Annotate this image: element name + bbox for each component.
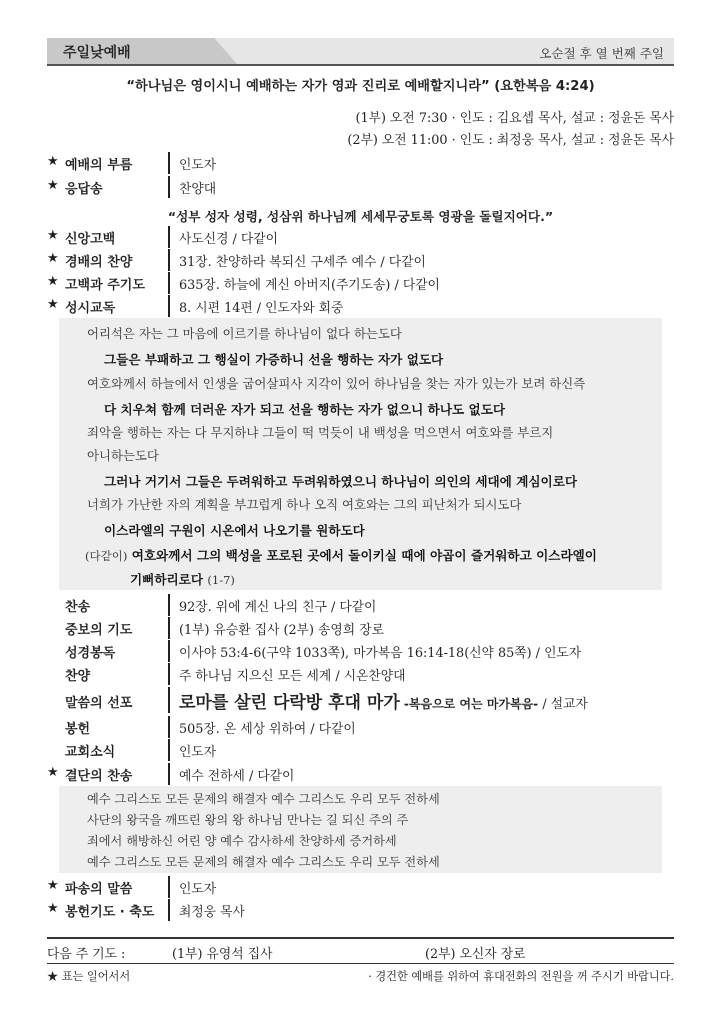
order-label: 신앙고백 xyxy=(65,232,116,247)
order-label: 파송의 말씀 xyxy=(65,882,133,897)
reading-all-text: 여호와께서 그의 백성을 포로된 곳에서 돌이키실 때에 야곱이 즐거워하고 이스라엘이 xyxy=(131,548,597,563)
section-title: 주일낮예배 xyxy=(63,45,131,61)
next-prayer-second: (2부) 오신자 장로 xyxy=(425,947,526,962)
sermon-subtitle: -복음으로 여는 마가복음- xyxy=(399,697,543,711)
reading-line-congregation: 다 치우쳐 함께 더러운 자가 되고 선을 행하는 자가 없으니 하나도 없도다 xyxy=(104,402,506,417)
order-label: 예배의 부름 xyxy=(65,158,133,173)
order-value: (1부) 유승환 집사 (2부) 송영희 장로 xyxy=(179,623,384,638)
order-value: 인도자 xyxy=(179,745,217,760)
sermon-title: 로마를 살린 다락방 후대 마가 xyxy=(179,693,400,713)
order-label: 교회소식 xyxy=(65,745,116,760)
order-label: 봉헌 xyxy=(65,722,91,737)
order-value: 31장. 찬양하라 복되신 구세주 예수 / 다같이 xyxy=(179,255,426,270)
reading-line-congregation: 그들은 부패하고 그 행실이 가증하니 선을 행하는 자가 없도다 xyxy=(104,352,444,367)
divider xyxy=(168,640,170,662)
standing-star-icon: ★ xyxy=(47,297,59,312)
reading-line-all-cont xyxy=(130,569,235,588)
reading-line-leader: 여호와께서 하늘에서 인생을 굽어살피사 지각이 있어 하나님을 찾는 자가 있는가 보려 하신즉 xyxy=(87,376,586,391)
order-label: 성경봉독 xyxy=(65,646,116,661)
order-value: 찬양대 xyxy=(179,182,217,197)
divider xyxy=(168,226,170,248)
standing-star-icon: ★ xyxy=(47,274,59,289)
reading-all-text-cont: 기뻐하리로다 xyxy=(130,572,203,587)
order-value: 주 하나님 지으신 모든 세계 / 시온찬양대 xyxy=(179,669,406,684)
order-label: 중보의 기도 xyxy=(65,623,133,638)
next-prayer-first: (1부) 유영석 집사 xyxy=(172,947,273,962)
footer-rule-bottom xyxy=(47,963,674,964)
reading-line-leader: 어리석은 자는 그 마음에 이르기를 하나님이 없다 하는도다 xyxy=(87,326,402,341)
reading-all-prefix: (다같이) xyxy=(85,549,128,563)
divider xyxy=(168,687,170,713)
order-value: 최정웅 목사 xyxy=(179,905,245,920)
divider xyxy=(168,249,170,271)
order-value: 인도자 xyxy=(179,158,217,173)
reading-line-leader: 죄악을 행하는 자는 다 무지하냐 그들이 떡 먹듯이 내 백성을 먹으면서 여호와를 부르지 xyxy=(87,425,554,440)
section-header xyxy=(47,38,674,68)
order-label: 봉헌기도 · 축도 xyxy=(65,905,155,920)
standing-star-icon: ★ xyxy=(47,901,59,916)
reading-line-all xyxy=(85,545,597,564)
order-label: 찬송 xyxy=(65,600,91,615)
divider xyxy=(168,617,170,639)
standing-star-icon: ★ xyxy=(47,178,59,193)
order-label: 응답송 xyxy=(65,182,103,197)
sermon-preacher: / 설교자 xyxy=(542,697,588,712)
divider xyxy=(168,295,170,317)
theme-verse: “하나님은 영이시니 예배하는 자가 영과 진리로 예배할지니라” (요한복음 4:24) xyxy=(126,79,595,94)
order-value: 92장. 위에 계신 나의 친구 / 다같이 xyxy=(179,600,377,615)
order-label: 고백과 주기도 xyxy=(65,278,145,293)
divider xyxy=(168,594,170,616)
order-value: 사도신경 / 다같이 xyxy=(179,232,278,247)
hymn-line: 예수 그리스도 모든 문제의 해결자 예수 그리스도 우리 모두 전하세 xyxy=(87,792,440,806)
schedule-second-service: (2부) 오전 11:00 · 인도 : 최정웅 목사, 설교 : 정윤돈 목사 xyxy=(347,133,674,148)
divider xyxy=(168,899,170,921)
reading-line-leader-cont: 아니하는도다 xyxy=(87,448,159,463)
sermon-value xyxy=(179,688,588,713)
order-value: 인도자 xyxy=(179,882,217,897)
standing-star-icon: ★ xyxy=(47,251,59,266)
liturgical-season: 오순절 후 열 번째 주일 xyxy=(539,46,664,61)
order-label: 결단의 찬송 xyxy=(65,769,133,784)
divider xyxy=(168,876,170,898)
order-value: 예수 전하세 / 다같이 xyxy=(179,769,295,784)
order-value: 635장. 하늘에 계신 아버지(주기도송) / 다같이 xyxy=(179,278,440,293)
standing-star-icon: ★ xyxy=(47,765,59,780)
response-quote: “성부 성자 성령, 성삼위 하나님께 세세무궁토록 영광을 돌릴지어다.” xyxy=(167,209,554,224)
phone-note: · 경건한 예배를 위하여 휴대전화의 전원을 꺼 주시기 바랍니다. xyxy=(368,970,674,983)
standing-star-icon: ★ xyxy=(47,878,59,893)
divider xyxy=(168,152,170,174)
reading-line-leader: 너희가 가난한 자의 계획을 부끄럽게 하나 오직 여호와는 그의 피난처가 되시도다 xyxy=(87,497,522,512)
divider xyxy=(168,716,170,738)
hymn-line: 죄에서 해방하신 어린 양 예수 감사하세 찬양하세 증거하세 xyxy=(87,834,397,848)
hymn-line: 예수 그리스도 모든 문제의 해결자 예수 그리스도 우리 모두 전하세 xyxy=(87,855,440,869)
next-prayer-label: 다음 주 기도 : xyxy=(47,947,126,962)
order-value: 이사야 53:4-6(구약 1033쪽), 마가복음 16:14-18(신약 85쪽) / 인도자 xyxy=(179,646,582,661)
header-rule xyxy=(47,64,674,66)
divider xyxy=(168,763,170,785)
hymn-line: 사단의 왕국을 깨뜨린 왕의 왕 하나님 만나는 길 되신 주의 주 xyxy=(87,813,409,827)
footer-rule-top xyxy=(47,937,674,939)
reading-line-congregation: 이스라엘의 구원이 시온에서 나오기를 원하도다 xyxy=(104,523,365,538)
order-label: 찬양 xyxy=(65,669,91,684)
reading-line-congregation: 그러나 거기서 그들은 두려워하고 두려워하였으니 하나님이 의인의 세대에 계심이로다 xyxy=(104,474,578,489)
divider xyxy=(168,663,170,685)
order-value: 8. 시편 14편 / 인도자와 회중 xyxy=(179,301,344,316)
standing-star-icon: ★ xyxy=(47,154,59,169)
order-label: 경배의 찬양 xyxy=(65,255,133,270)
divider xyxy=(168,739,170,761)
standing-note: ★ 표는 일어서서 xyxy=(47,970,131,983)
divider xyxy=(168,176,170,198)
divider xyxy=(168,272,170,294)
reading-reference: (1-7) xyxy=(207,573,235,587)
order-label: 성시교독 xyxy=(65,301,116,316)
standing-star-icon: ★ xyxy=(47,228,59,243)
schedule-first-service: (1부) 오전 7:30 · 인도 : 김요셉 목사, 설교 : 정윤돈 목사 xyxy=(355,111,674,126)
order-label: 말씀의 선포 xyxy=(65,696,133,711)
order-value: 505장. 온 세상 위하여 / 다같이 xyxy=(179,722,356,737)
